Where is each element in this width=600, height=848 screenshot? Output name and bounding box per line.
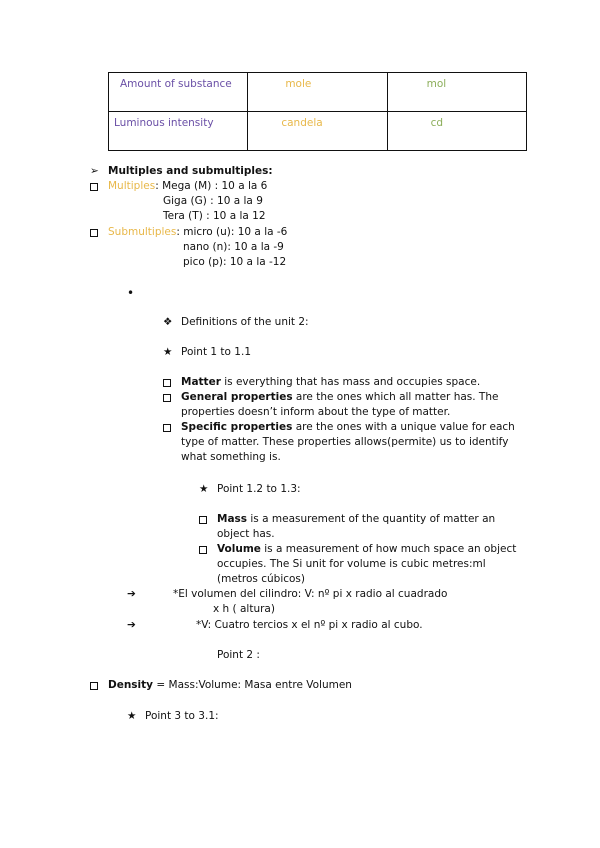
submultiples-item: pico (p): 10 a la -12 [183, 256, 287, 268]
submultiples-item: nano (n): 10 a la -9 [183, 241, 284, 253]
submultiples-line: Submultiples: micro (u): 10 a la -6 [108, 226, 288, 238]
multiples-label: Multiples [108, 180, 156, 192]
checkbox-bullet-icon [199, 514, 208, 529]
units-table [108, 72, 527, 151]
definition-volume: Volume is a measurement of how much space an object occupies. The Si unit for volume is cubic metres:ml (metros cúbicos) [217, 543, 517, 585]
point-2-heading: Point 2 : [217, 649, 260, 661]
checkbox-bullet-icon [90, 227, 99, 242]
definition-mass: Mass is a measurement of the quantity of matter an object has. [217, 513, 496, 540]
definitions-heading: Definitions of the unit 2: [181, 316, 309, 328]
table-cell-symbol: mol [387, 73, 526, 112]
multiples-item: Tera (T) : 10 a la 12 [163, 210, 266, 222]
definition-specific-properties: Specific properties are the ones with a unique value for each type of matter. These properties allows(permite) us to identify what something is. [181, 421, 515, 463]
checkbox-bullet-icon [90, 680, 99, 695]
table-cell-quantity: Luminous intensity [109, 112, 248, 151]
submultiples-item: micro (u): 10 a la -6 [183, 226, 288, 238]
definition-density: Density = Mass:Volume: Masa entre Volumen [108, 679, 352, 691]
arrow-bullet-icon: ➔ [127, 588, 136, 600]
submultiples-label: Submultiples [108, 226, 177, 238]
multiples-heading: Multiples and submultiples: [108, 165, 273, 177]
checkbox-bullet-icon [163, 377, 172, 392]
table-row [109, 112, 527, 151]
definition-matter: Matter is everything that has mass and occupies space. [181, 376, 481, 388]
multiples-item: Mega (M) : 10 a la 6 [162, 180, 268, 192]
cylinder-formula-line1: *El volumen del cilindro: V: nº pi x radio al cuadrado [173, 588, 448, 600]
star-bullet-icon: ★ [199, 483, 209, 495]
table-cell-quantity: Amount of substance [109, 73, 248, 112]
checkbox-bullet-icon [199, 544, 208, 559]
sphere-formula: *V: Cuatro tercios x el nº pi x radio al cubo. [196, 619, 423, 631]
multiples-item: Giga (G) : 10 a la 9 [163, 195, 263, 207]
definition-general-properties: General properties are the ones which all matter has. The properties doesn’t inform about the type of matter. [181, 391, 499, 418]
arrowhead-bullet-icon: ➢ [90, 165, 99, 177]
point-3-heading: Point 3 to 3.1: [145, 710, 219, 722]
table-cell-unit: mole [248, 73, 387, 112]
checkbox-bullet-icon [90, 181, 99, 196]
table-cell-symbol: cd [387, 112, 526, 151]
table-row [109, 73, 527, 112]
star-bullet-icon: ★ [163, 346, 173, 358]
star-bullet-icon: ★ [127, 710, 137, 722]
point-1-heading: Point 1 to 1.1 [181, 346, 252, 358]
cylinder-formula-line2: x h ( altura) [213, 603, 275, 615]
diamond-bullet-icon: ❖ [163, 316, 173, 328]
arrow-bullet-icon: ➔ [127, 619, 136, 631]
table-cell-unit: candela [248, 112, 387, 151]
point-12-heading: Point 1.2 to 1.3: [217, 483, 301, 495]
checkbox-bullet-icon [163, 422, 172, 437]
dot-bullet-icon: • [127, 286, 135, 300]
checkbox-bullet-icon [163, 392, 172, 407]
multiples-line: Multiples: Mega (M) : 10 a la 6 [108, 180, 268, 192]
